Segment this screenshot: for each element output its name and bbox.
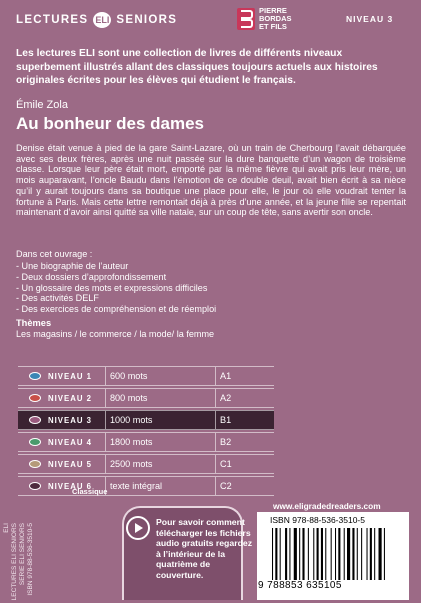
isbn-label: ISBN 978-88-536-3510-5	[270, 515, 365, 525]
level-row	[18, 476, 274, 496]
level-dot-icon	[29, 482, 41, 490]
level-cefr: C1	[215, 455, 232, 473]
spine-line: LECTURES ELI SENIORS	[11, 523, 18, 601]
classique-label: Classique	[72, 487, 108, 496]
level-label: NIVEAU 3	[48, 415, 92, 425]
level-row	[18, 388, 274, 408]
series-left-text: LECTURES	[16, 14, 89, 26]
level-word-count: texte intégral	[105, 477, 215, 495]
book-synopsis: Denise était venue à pied de la gare Saint-Lazare, où un train de Cherbourg l’avait débarquée avec ses deux frères, après une nuit passée sur la dure banquette d’un wagon de troisième classe. Lorsque leur père était mort, emporté par la même fièvre qui avait pris leur mère, un mois auparavant, l’oncle Baudu dans l’émotion de ce double deuil, avait bien écrit à sa nièce qu’il y aurait toujours dans sa boutique une place pour elle, le jour où elle voudrait tenter la fortune à Paris. Mais cette lettre remontait déjà à près d’une année, et la jeune fille se repentait maintenant d’avoir ainsi quitté sa ville natale, sur un coup de tête, sans avertir son oncle.	[16, 143, 406, 218]
barcode-icon	[270, 528, 405, 580]
level-dot-icon	[29, 394, 41, 402]
level-label: NIVEAU 5	[48, 459, 92, 469]
list-item: - Une biographie de l’auteur	[16, 261, 129, 271]
level-word-count: 1800 mots	[105, 433, 215, 451]
author-name: Émile Zola	[16, 99, 68, 111]
spine-line: SERIE ELI SENIORS	[19, 523, 26, 586]
publisher-logo	[237, 7, 292, 31]
themes-heading: Thèmes	[16, 318, 52, 328]
level-cefr: A1	[215, 367, 231, 385]
publisher-logo-icon	[237, 8, 255, 30]
barcode-digits: 9 788853 635105	[258, 580, 342, 591]
level-label: NIVEAU 2	[48, 393, 92, 403]
publisher-name	[259, 7, 292, 31]
eli-logo-icon: ELI	[93, 12, 111, 28]
level-cefr: B2	[215, 433, 231, 451]
contents-list	[16, 261, 216, 315]
contents-heading: Dans cet ouvrage :	[16, 249, 93, 259]
header-bar	[0, 0, 421, 40]
spine-text	[2, 523, 46, 603]
collection-intro: Les lectures ELI sont une collection de livres de différents niveaux superbement illustrés allant des classiques toujours actuels aux histoires originales écrites pour les élèves qui étudient le français.	[16, 48, 378, 87]
play-icon	[126, 516, 150, 540]
list-item: - Des activités DELF	[16, 293, 99, 304]
level-row	[18, 432, 274, 452]
level-word-count: 1000 mots	[105, 411, 215, 429]
level-dot-icon	[29, 372, 41, 380]
level-dot-icon	[29, 438, 41, 446]
level-dot-icon	[29, 416, 41, 424]
publisher-line: PIERRE	[259, 6, 287, 15]
book-title: Au bonheur des dames	[16, 114, 204, 133]
series-logo	[16, 12, 177, 28]
list-item: - Des exercices de compréhension et de réemploi	[16, 304, 217, 315]
list-item: - Deux dossiers d’approfondissement	[16, 271, 167, 282]
list-item: - Un glossaire des mots et expressions difficiles	[16, 282, 208, 293]
website-link[interactable]: www.eligradedreaders.com	[273, 501, 381, 511]
level-row	[18, 366, 274, 386]
publisher-line: BORDAS	[259, 14, 292, 23]
publisher-line: ET FILS	[259, 22, 287, 31]
level-label: NIVEAU 4	[48, 437, 92, 447]
series-right-text: SENIORS	[116, 14, 178, 26]
level-table	[18, 366, 274, 498]
spine-line: ISBN 978-88-536-3510-5	[27, 523, 34, 596]
audio-notice: Pour savoir comment télécharger les fichiers audio gratuits regardez à l’intérieur de la quatrième de couverture.	[156, 517, 253, 580]
level-word-count: 2500 mots	[105, 455, 215, 473]
level-tag: NIVEAU 3	[346, 14, 394, 24]
level-cefr: C2	[215, 477, 232, 495]
level-row	[18, 410, 274, 430]
level-cefr: A2	[215, 389, 231, 407]
level-word-count: 800 mots	[105, 389, 215, 407]
level-word-count: 600 mots	[105, 367, 215, 385]
spine-line: ELI	[3, 523, 10, 533]
level-cefr: B1	[215, 411, 231, 429]
level-label: NIVEAU 1	[48, 371, 92, 381]
themes-text: Les magasins / le commerce / la mode/ la femme	[16, 329, 215, 339]
level-dot-icon	[29, 460, 41, 468]
level-label: NIVEAU 6	[48, 481, 92, 491]
level-row	[18, 454, 274, 474]
